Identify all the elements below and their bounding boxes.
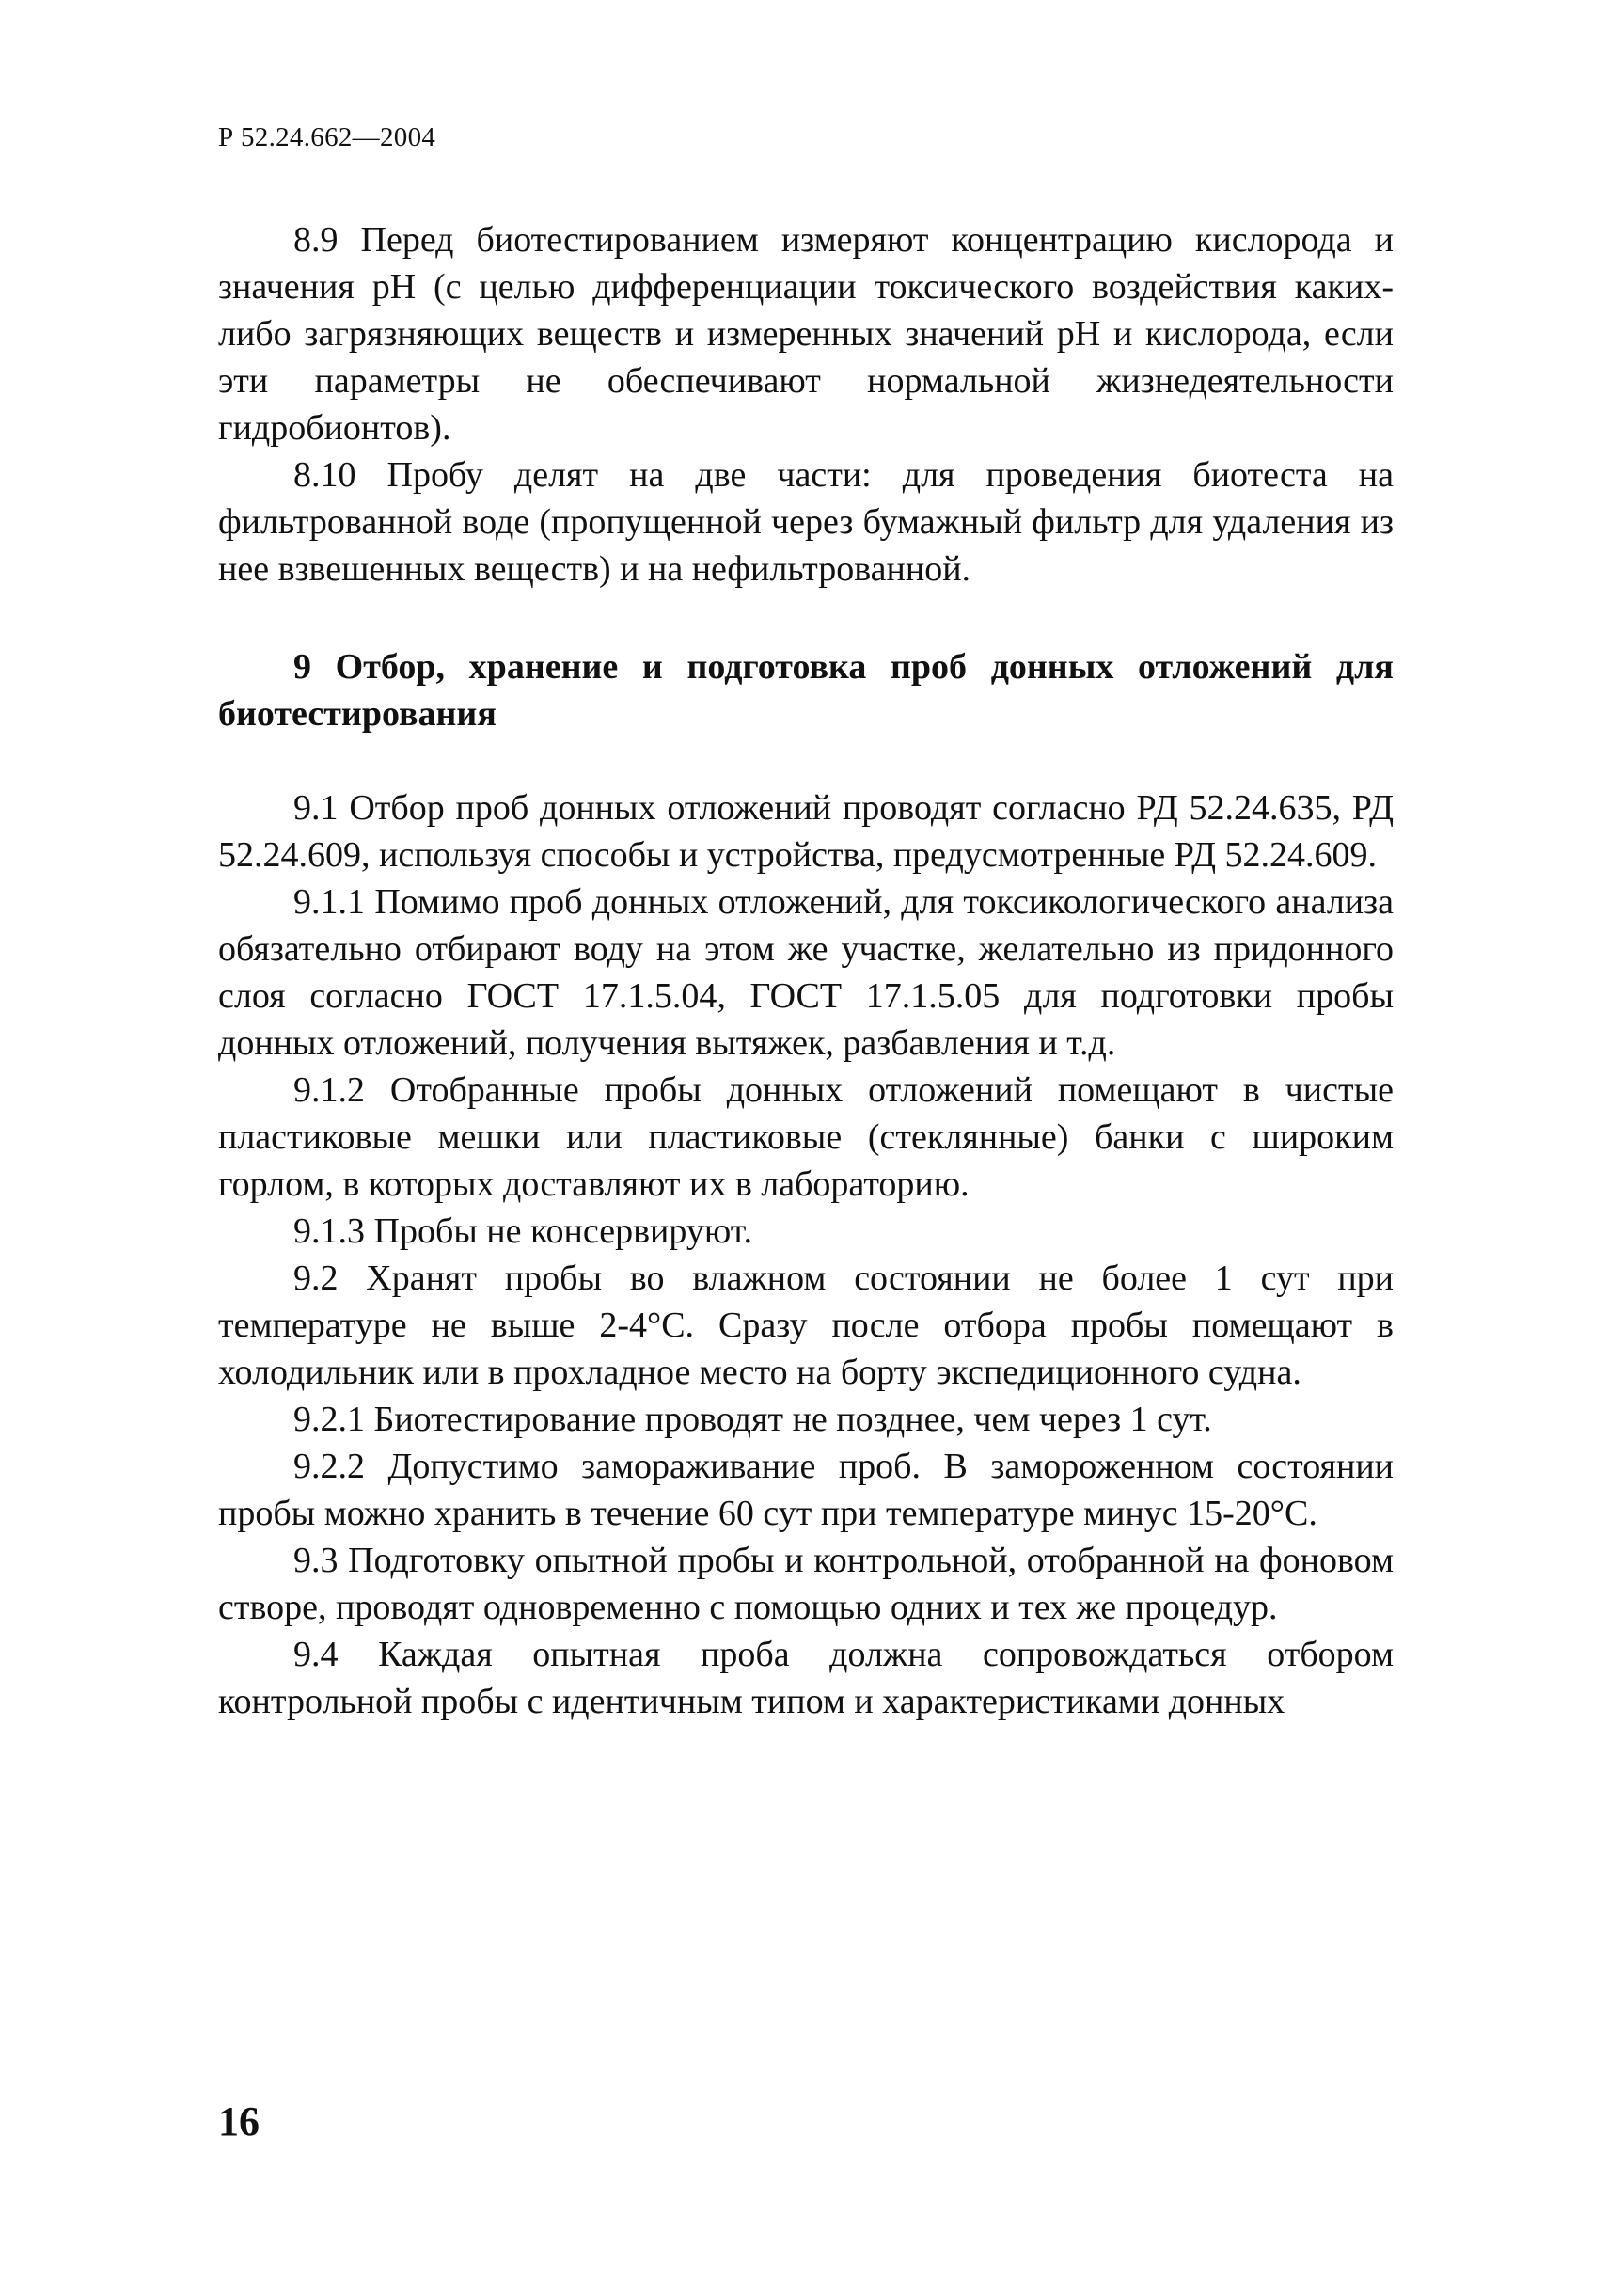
page-number: 16 xyxy=(218,2098,260,2145)
paragraph-9-2-2: 9.2.2 Допустимо замораживание проб. В замороженном состоянии пробы можно хранить в течение 60 сут при температуре минус 15-20°С. xyxy=(218,1447,1394,1533)
paragraph-9-2: 9.2 Хранят пробы во влажном состоянии не более 1 сут при температуре не выше 2-4°С. Сразу после отбора пробы помещают в холодильник или в прохладное место на борту экспедиционного судна. xyxy=(218,1258,1394,1392)
paragraph-9-1: 9.1 Отбор проб донных отложений проводят согласно РД 52.24.635, РД 52.24.609, используя способы и устройства, предусмотренные РД 52.24.609. xyxy=(218,788,1394,875)
paragraph-9-1-2: 9.1.2 Отобранные пробы донных отложений помещают в чистые пластиковые мешки или пластиковые (стеклянные) банки с широким горлом, в которых доставляют их в лабораторию. xyxy=(218,1070,1394,1204)
page-body xyxy=(218,216,1394,1725)
paragraph-9-1-1: 9.1.1 Помимо проб донных отложений, для токсикологического анализа обязательно отбирают воду на этом же участке, желательно из придонного слоя согласно ГОСТ 17.1.5.04, ГОСТ 17.1.5.05 для подготовки пробы донных отложений, получения вытяжек, разбавления и т.д. xyxy=(218,882,1394,1063)
paragraph-9-2-1: 9.2.1 Биотестирование проводят не позднее, чем через 1 сут. xyxy=(293,1400,1212,1439)
paragraph-9-4: 9.4 Каждая опытная проба должна сопровождаться отбором контрольной пробы с идентичным типом и характеристиками донных xyxy=(218,1635,1394,1721)
paragraph-8-9: 8.9 Перед биотестированием измеряют концентрацию кислорода и значения рН (с целью дифференциации токсического воздействия каких-либо загрязняющих веществ и измеренных значений рН и кислорода, если эти параметры не обеспечивают нормальной жизнедеятельности гидробионтов). xyxy=(218,220,1394,448)
document-code-header: Р 52.24.662—2004 xyxy=(218,122,436,152)
paragraph-9-1-3: 9.1.3 Пробы не консервируют. xyxy=(293,1211,752,1251)
paragraph-8-10: 8.10 Пробу делят на две части: для проведения биотеста на фильтрованной воде (пропущенной через бумажный фильтр для удаления из нее взвешенных веществ) и на нефильтрованной. xyxy=(218,455,1394,589)
paragraph-9-3: 9.3 Подготовку опытной пробы и контрольной, отобранной на фоновом створе, проводят одновременно с помощью одних и тех же процедур. xyxy=(218,1541,1394,1627)
section-heading-9: 9 Отбор, хранение и подготовка проб донных отложений для биотестирования xyxy=(218,647,1394,734)
